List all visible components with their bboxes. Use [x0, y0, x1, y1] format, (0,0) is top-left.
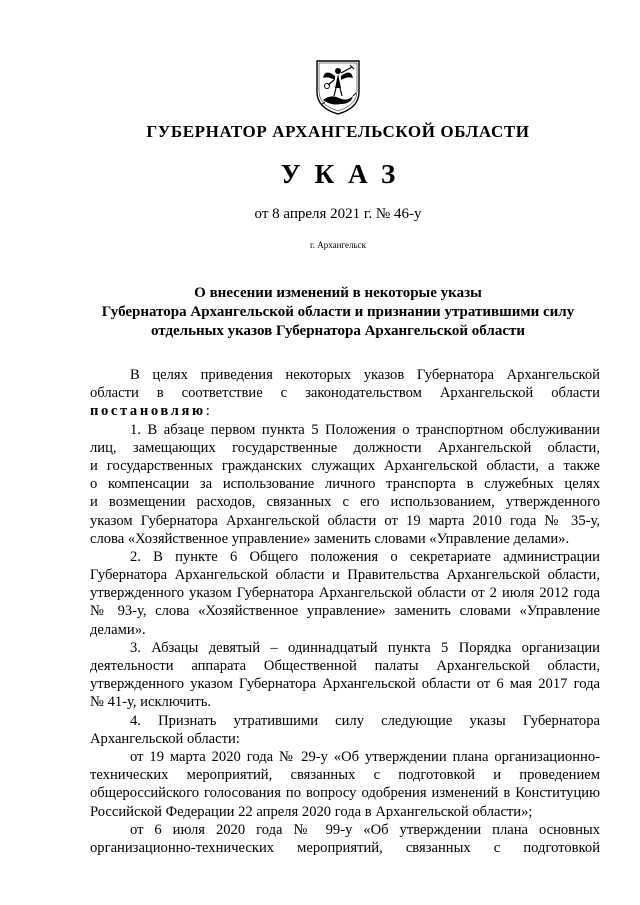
document-subject [88, 284, 588, 341]
text-line: № 41-у, исключить. [90, 694, 211, 711]
repealed-decree-1 [90, 748, 600, 821]
text-line: от 6 июля 2020 года № 99-у «Об утверждении плана основных [130, 821, 600, 838]
text-line: 3. Абзацы девятый – одиннадцатый пункта 5 Порядка организации [130, 639, 600, 656]
text-line: Российской Федерации 22 апреля 2020 года в Архангельской области»; [90, 803, 533, 820]
item-paragraph-1 [90, 421, 600, 548]
document-type: УКАЗ [280, 159, 410, 189]
item-paragraph-3 [90, 639, 600, 712]
text-line: слова «Хозяйственное управление» заменить словами «Управление делами». [90, 530, 570, 547]
text-line: утвержденного указом Губернатора Архангельской области от 6 мая 2017 года [90, 676, 600, 693]
document-body [90, 366, 600, 857]
text-line: и государственных гражданских служащих Архангельской области, а также [90, 457, 600, 474]
item-paragraph-4 [90, 712, 600, 748]
coat-of-arms-icon [313, 58, 363, 116]
document-date-number: от 8 апреля 2021 г. № 46-у [254, 206, 422, 222]
text-line: организационно-технических мероприятий, связанных с подготовкой [90, 839, 600, 856]
text-line: Губернатора Архангельской области и Правительства Архангельской области, [90, 567, 600, 584]
repealed-decree-2 [90, 821, 600, 857]
text-line: о компенсации за использование личного транспорта в служебных целях [90, 476, 600, 493]
text-line: 4. Признать утратившими силу следующие указы Губернатора [130, 712, 600, 729]
authority-title: ГУБЕРНАТОР АРХАНГЕЛЬСКОЙ ОБЛАСТИ [146, 122, 530, 141]
text-line: деятельности аппарата Общественной палаты Архангельской области, [90, 658, 600, 674]
subject-line: О внесении изменений в некоторые указы [194, 285, 482, 301]
item-paragraph-2 [90, 548, 600, 639]
decree-word: постановляю [90, 403, 206, 420]
text-line: утвержденного указом Губернатора Архангельской области от 2 июля 2012 года [90, 585, 600, 602]
text-line: от 19 марта 2020 года № 29-у «Об утверждении плана организационно- [130, 748, 600, 765]
text-line: Архангельской области: [90, 730, 240, 747]
text-line: технических мероприятий, связанных с подготовкой и проведением [90, 767, 600, 784]
text-line: делами». [90, 621, 146, 638]
subject-line: отдельных указов Губернатора Архангельской области [150, 323, 526, 339]
text-line: общероссийского голосования по вопросу одобрения изменений в Конституцию [90, 785, 600, 802]
text-line: 2. В пункте 6 Общего положения о секретариате администрации [130, 548, 600, 565]
document-city: г. Архангельск [310, 240, 366, 250]
text-line: 1. В абзаце первом пункта 5 Положения о транспортном обслуживании [130, 421, 600, 438]
decree-line [90, 402, 600, 420]
text-line: области в соответствие с законодательством Архангельской области [90, 385, 600, 402]
text-line: В целях приведения некоторых указов Губернатора Архангельской [130, 367, 600, 383]
preamble-paragraph [90, 366, 600, 421]
decree-colon: : [205, 403, 210, 420]
text-line: указом Губернатора Архангельской области от 19 марта 2010 года № 35-у, [90, 512, 600, 529]
text-line: и возмещении расходов, связанных с его использованием, утвержденного [90, 494, 600, 511]
text-line: № 93-у, слова «Хозяйственное управление» заменить словами «Управление [90, 603, 600, 620]
text-line: лиц, замещающих государственные должности Архангельской области, [90, 439, 600, 456]
subject-line: Губернатора Архангельской области и признании утратившими силу [101, 304, 575, 320]
